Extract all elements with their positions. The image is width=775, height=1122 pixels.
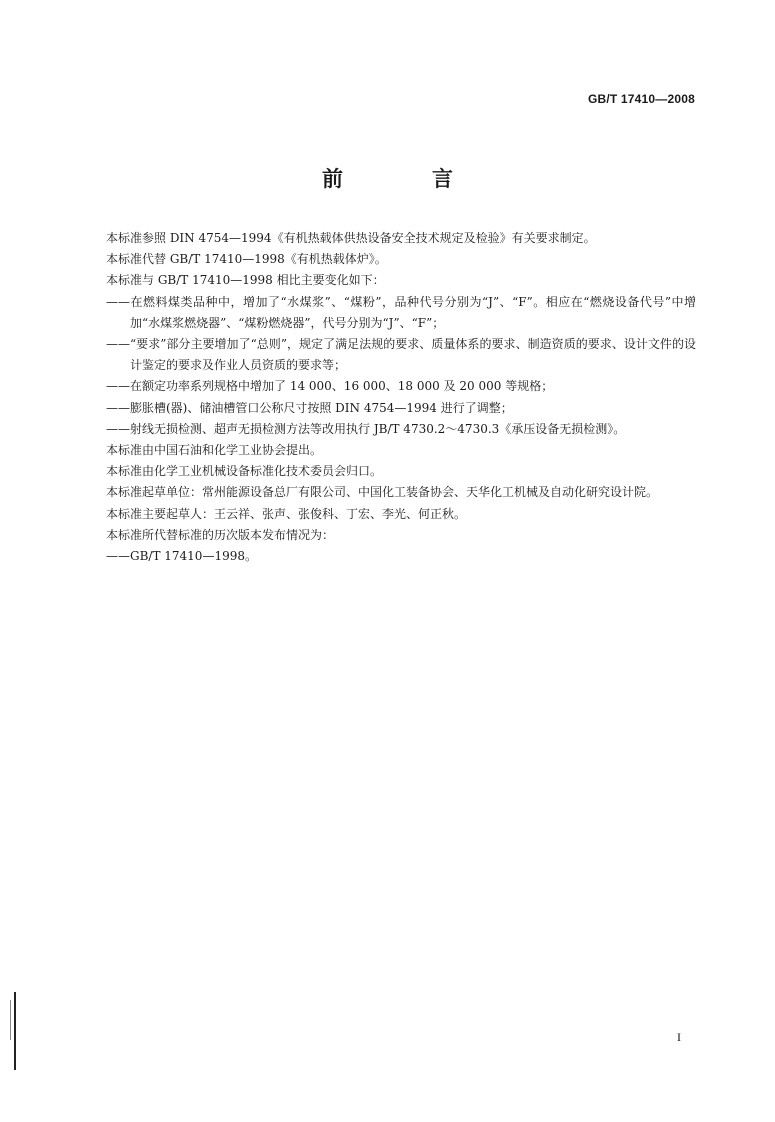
paragraph-centralized-by: 本标准由化学工业机械设备标准化技术委员会归口。: [106, 464, 383, 479]
page-number: I: [677, 1030, 681, 1044]
paragraph-previous-editions-intro: 本标准所代替标准的历次版本发布情况为：: [106, 527, 335, 542]
change-item-nondestructive-testing: ——射线无损检测、超声无损检测方法等改用执行 JB/T 4730.2～4730.3《承压设备无损检测》。: [106, 421, 626, 436]
paragraph-replaces-standard: 本标准代替 GB/T 17410—1998《有机热载体炉》。: [106, 252, 387, 267]
page-title: 前 言: [322, 167, 487, 191]
paragraph-main-drafters: 本标准主要起草人：王云祥、张声、张俊科、丁宏、李光、何正秋。: [106, 506, 467, 521]
paragraph-drafting-units: 本标准起草单位：常州能源设备总厂有限公司、中国化工装备协会、天华化工机械及自动化研究设计院。: [106, 485, 659, 500]
paragraph-proposed-by: 本标准由中国石油和化学工业协会提出。: [106, 443, 323, 458]
change-item-fuel-types: ——在燃料煤类品种中，增加了“水煤浆”、“煤粉”，品种代号分别为“J”、“F”。相应在“燃烧设备代号”中增加“水煤浆燃烧器”、“煤粉燃烧器”，代号分别为“J”、“F”；: [106, 294, 696, 330]
change-item-expansion-tank: ——膨胀槽(器)、储油槽管口公称尺寸按照 DIN 4754—1994 进行了调整；: [106, 400, 513, 415]
scan-edge-mark: [14, 992, 16, 1070]
change-item-requirements: ——“要求”部分主要增加了“总则”，规定了满足法规的要求、质量体系的要求、制造资质的要求、设计文件的设计鉴定的要求及作业人员资质的要求等；: [106, 337, 696, 373]
paragraph-reference-standard: 本标准参照 DIN 4754—1994《有机热载体供热设备安全技术规定及检验》有关要求制定。: [106, 231, 596, 245]
standard-code-header: GB/T 17410—2008: [587, 92, 695, 106]
change-item-rated-power: ——在额定功率系列规格中增加了 14 000、16 000、18 000 及 20 000 等规格；: [106, 379, 554, 394]
foreword-body: [82, 228, 696, 567]
scan-edge-mark-faint: [10, 1000, 11, 1040]
previous-edition-item: ——GB/T 17410—1998。: [106, 549, 257, 564]
paragraph-main-changes-intro: 本标准与 GB/T 17410—1998 相比主要变化如下：: [106, 273, 385, 288]
